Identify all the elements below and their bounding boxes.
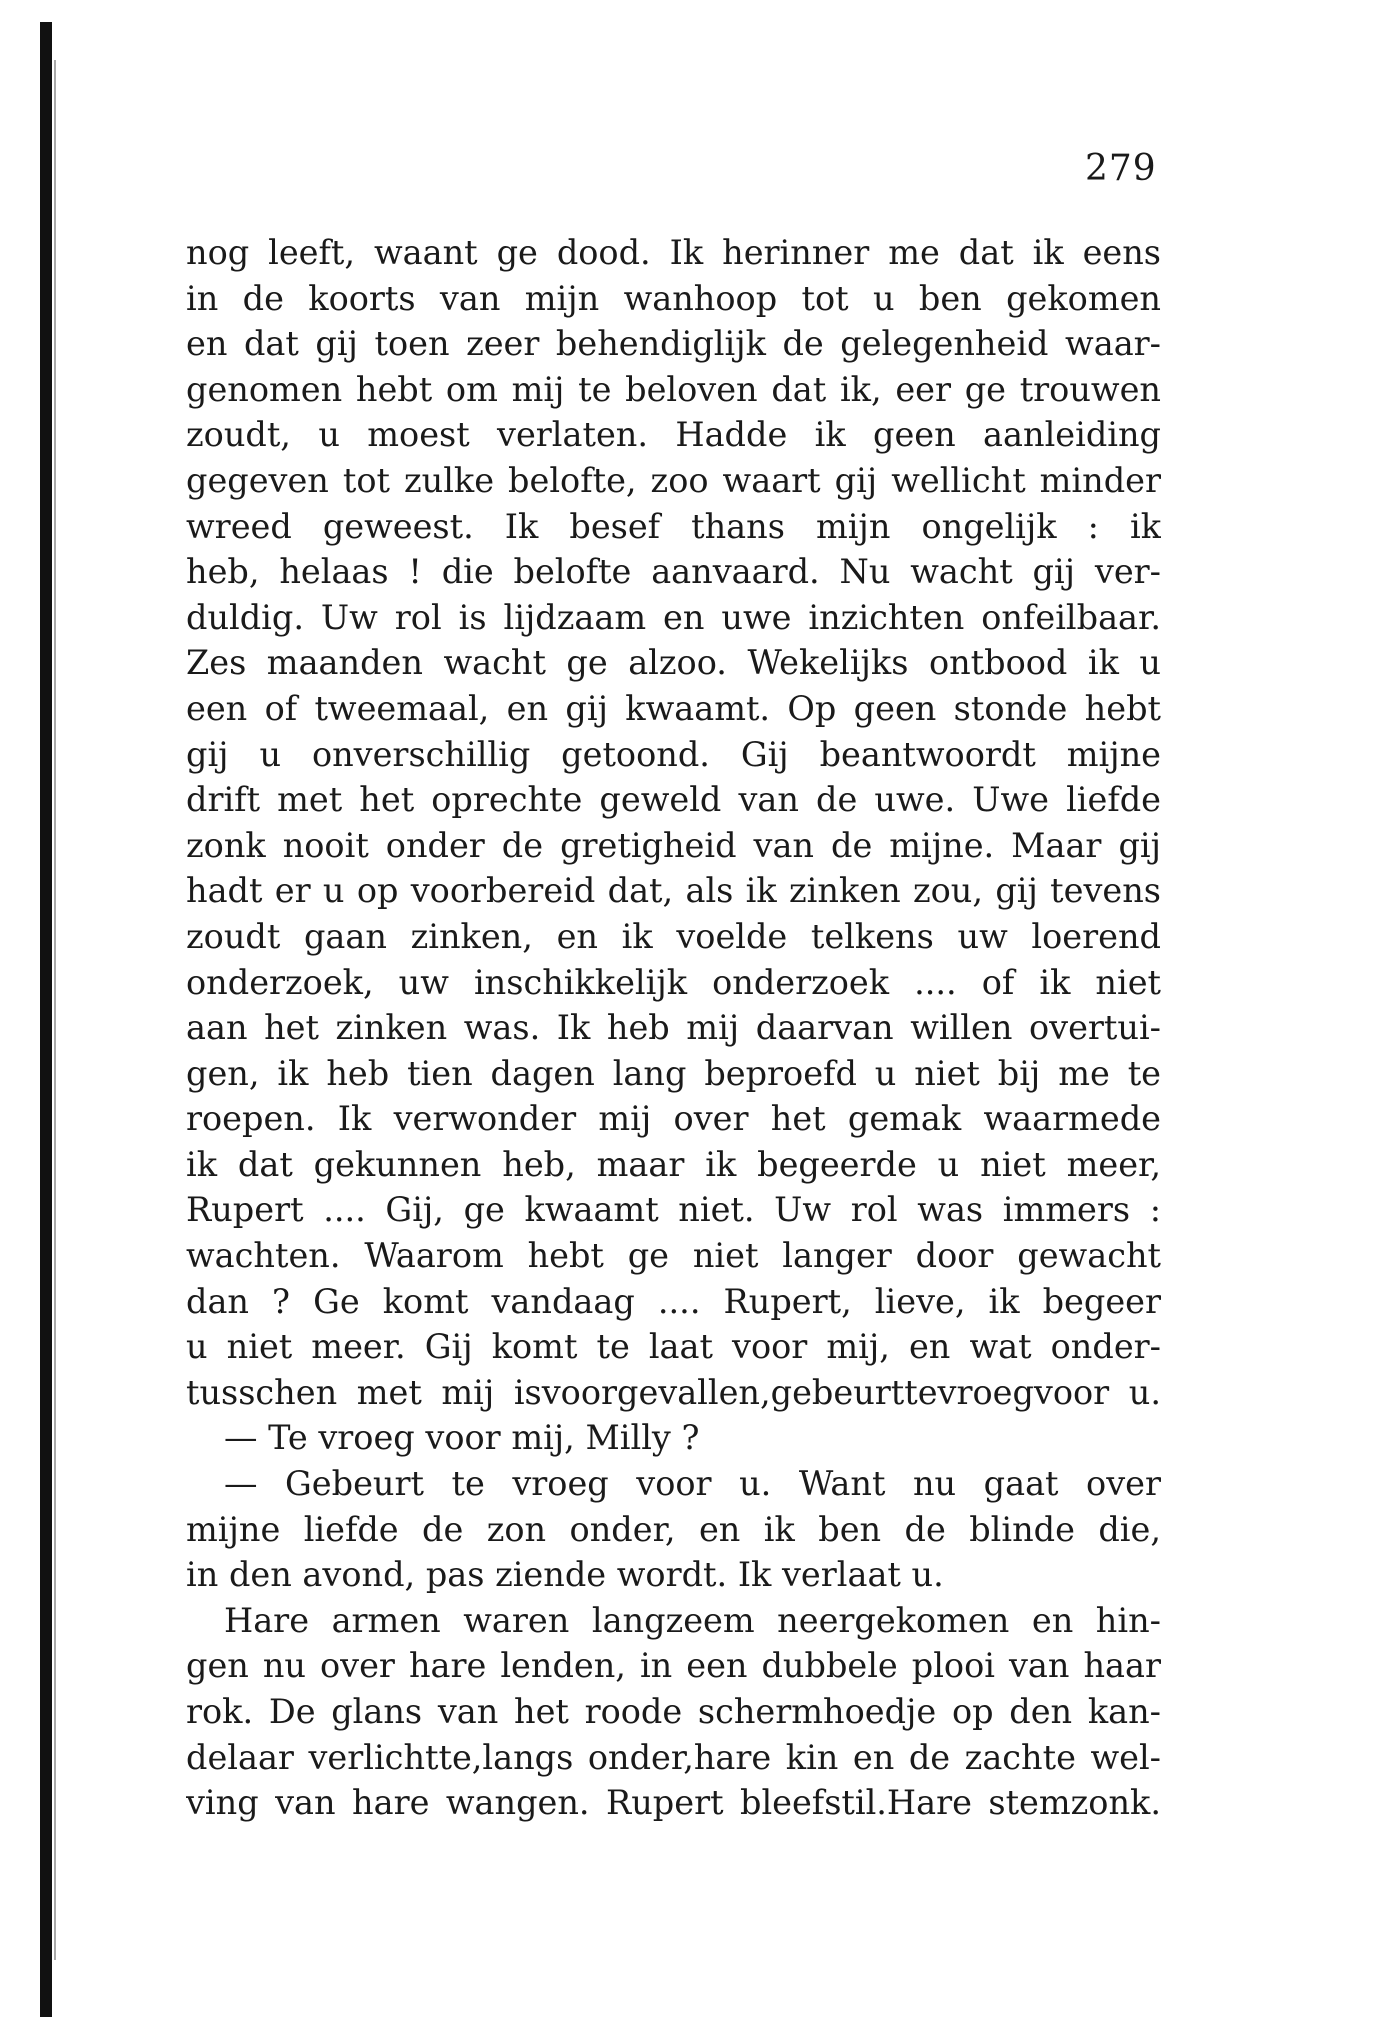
text-line: hadt er u op voorbereid dat, als ik zinken zou, gij tevens: [186, 871, 1161, 911]
text-line: Zes maanden wacht ge alzoo. Wekelijks ontbood ik u: [186, 643, 1161, 683]
text-line: onderzoek, uw inschikkelijk onderzoek .... of ik niet: [186, 962, 1161, 1002]
text-line: een of tweemaal, en gij kwaamt. Op geen stonde hebt: [186, 688, 1161, 728]
text-line: zoudt, u moest verlaten. Hadde ik geen aanleiding: [186, 415, 1161, 455]
text-line: u niet meer. Gij komt te laat voor mij, en wat onder-: [186, 1327, 1161, 1367]
text-line: gen nu over hare lenden, in een dubbele plooi van haar: [186, 1646, 1161, 1686]
text-line: ving van hare wangen. Rupert bleefstil.Hare stemzonk.: [186, 1783, 1161, 1823]
scan-edge-line: [54, 60, 56, 1960]
text-line: zonk nooit onder de gretigheid van de mijne. Maar gij: [186, 825, 1161, 865]
text-line: tusschen met mij isvoorgevallen,gebeurttevroegvoor u.: [186, 1372, 1161, 1412]
body-text: [186, 230, 1161, 1826]
dialogue-line: — Te vroeg voor mij, Milly ?: [224, 1418, 700, 1458]
text-line: mijne liefde de zon onder, en ik ben de blinde die,: [186, 1509, 1161, 1549]
text-line: rok. De glans van het roode schermhoedje op den kan-: [186, 1692, 1161, 1731]
text-line: roepen. Ik verwonder mij over het gemak waarmede: [186, 1099, 1161, 1139]
text-line: delaar verlichtte,langs onder,hare kin en de zachte wel-: [186, 1737, 1161, 1777]
text-line: Rupert .... Gij, ge kwaamt niet. Uw rol was immers :: [186, 1190, 1161, 1230]
text-line: ik dat gekunnen heb, maar ik begeerde u niet meer,: [186, 1144, 1161, 1184]
text-line: duldig. Uw rol is lijdzaam en uwe inzichten onfeilbaar.: [186, 597, 1161, 637]
text-line: wreed geweest. Ik besef thans mijn ongelijk : ik: [186, 506, 1161, 546]
text-line: genomen hebt om mij te beloven dat ik, eer ge trouwen: [186, 369, 1161, 409]
text-line: drift met het oprechte geweld van de uwe. Uwe liefde: [186, 780, 1161, 820]
text-line: en dat gij toen zeer behendiglijk de gelegenheid waar-: [186, 324, 1161, 364]
text-line: heb, helaas ! die belofte aanvaard. Nu wacht gij ver-: [186, 552, 1161, 592]
text-line: nog leeft, waant ge dood. Ik herinner me dat ik eens: [186, 233, 1161, 272]
text-line: zoudt gaan zinken, en ik voelde telkens uw loerend: [186, 916, 1161, 956]
text-line: aan het zinken was. Ik heb mij daarvan willen overtui-: [186, 1008, 1161, 1048]
text-line: in den avond, pas ziende wordt. Ik verlaat u.: [186, 1555, 944, 1595]
page-number: 279: [1085, 148, 1157, 189]
text-line: gegeven tot zulke belofte, zoo waart gij wellicht minder: [186, 460, 1161, 500]
text-line: wachten. Waarom hebt ge niet langer door gewacht: [186, 1236, 1161, 1276]
text-line: dan ? Ge komt vandaag .... Rupert, lieve, ik begeer: [186, 1281, 1161, 1321]
dialogue-line: — Gebeurt te vroeg voor u. Want nu gaat over: [224, 1464, 1161, 1504]
scan-edge-shadow: [40, 22, 52, 2017]
text-line: gij u onverschillig getoond. Gij beantwoordt mijne: [186, 734, 1161, 774]
text-line: in de koorts van mijn wanhoop tot u ben gekomen: [186, 278, 1161, 318]
paragraph-start-line: Hare armen waren langzeem neergekomen en hin-: [224, 1600, 1161, 1640]
text-line: gen, ik heb tien dagen lang beproefd u niet bij me te: [186, 1053, 1161, 1093]
